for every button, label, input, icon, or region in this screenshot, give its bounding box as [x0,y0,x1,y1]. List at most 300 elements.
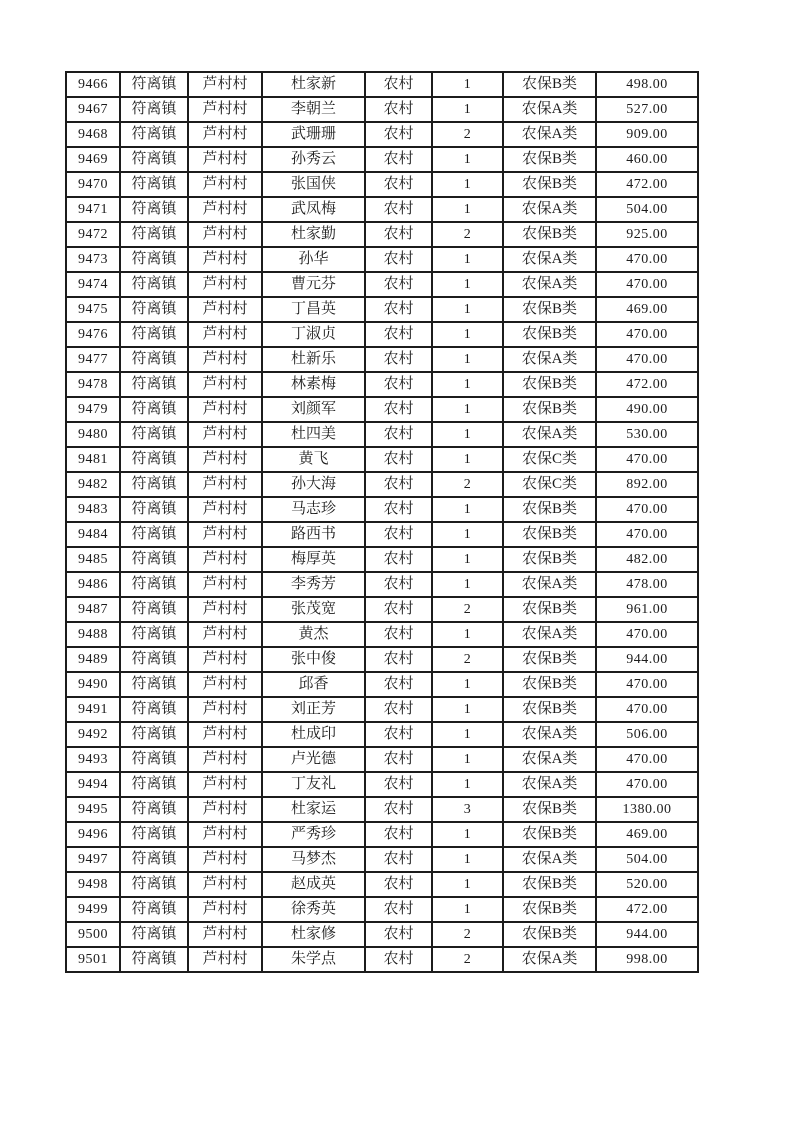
cell-id: 9471 [66,197,120,222]
cell-area_type: 农村 [365,897,432,922]
cell-count: 1 [432,372,503,397]
cell-id: 9487 [66,597,120,622]
cell-town: 符离镇 [120,147,188,172]
cell-person_name: 武珊珊 [262,122,365,147]
cell-insurance_type: 农保B类 [503,897,596,922]
cell-area_type: 农村 [365,172,432,197]
cell-village: 芦村村 [188,297,262,322]
cell-town: 符离镇 [120,497,188,522]
table-row [66,647,698,672]
records-table-body [66,72,698,972]
cell-village: 芦村村 [188,272,262,297]
cell-town: 符离镇 [120,797,188,822]
cell-person_name: 黄飞 [262,447,365,472]
cell-village: 芦村村 [188,747,262,772]
cell-amount: 469.00 [596,822,698,847]
cell-insurance_type: 农保B类 [503,497,596,522]
cell-area_type: 农村 [365,872,432,897]
cell-area_type: 农村 [365,597,432,622]
cell-town: 符离镇 [120,97,188,122]
cell-insurance_type: 农保B类 [503,72,596,97]
cell-area_type: 农村 [365,647,432,672]
cell-count: 1 [432,247,503,272]
cell-area_type: 农村 [365,947,432,972]
cell-person_name: 马梦杰 [262,847,365,872]
cell-amount: 506.00 [596,722,698,747]
cell-amount: 472.00 [596,172,698,197]
cell-count: 1 [432,397,503,422]
cell-id: 9492 [66,722,120,747]
cell-village: 芦村村 [188,672,262,697]
cell-area_type: 农村 [365,72,432,97]
table-row [66,872,698,897]
cell-insurance_type: 农保B类 [503,147,596,172]
cell-id: 9495 [66,797,120,822]
cell-id: 9473 [66,247,120,272]
cell-town: 符离镇 [120,247,188,272]
cell-town: 符离镇 [120,572,188,597]
cell-person_name: 徐秀英 [262,897,365,922]
cell-area_type: 农村 [365,622,432,647]
cell-id: 9468 [66,122,120,147]
cell-village: 芦村村 [188,172,262,197]
cell-amount: 470.00 [596,772,698,797]
cell-insurance_type: 农保B类 [503,372,596,397]
cell-village: 芦村村 [188,422,262,447]
table-row [66,272,698,297]
cell-amount: 944.00 [596,647,698,672]
cell-id: 9489 [66,647,120,672]
cell-area_type: 农村 [365,422,432,447]
cell-amount: 470.00 [596,497,698,522]
cell-amount: 470.00 [596,522,698,547]
table-row [66,72,698,97]
cell-town: 符离镇 [120,897,188,922]
table-row [66,747,698,772]
cell-count: 2 [432,947,503,972]
cell-village: 芦村村 [188,122,262,147]
cell-person_name: 朱学点 [262,947,365,972]
cell-person_name: 丁友礼 [262,772,365,797]
cell-insurance_type: 农保B类 [503,922,596,947]
cell-insurance_type: 农保A类 [503,122,596,147]
cell-count: 1 [432,447,503,472]
cell-village: 芦村村 [188,847,262,872]
cell-town: 符离镇 [120,222,188,247]
cell-amount: 998.00 [596,947,698,972]
cell-town: 符离镇 [120,422,188,447]
cell-area_type: 农村 [365,447,432,472]
cell-village: 芦村村 [188,197,262,222]
cell-area_type: 农村 [365,772,432,797]
cell-amount: 472.00 [596,897,698,922]
cell-id: 9488 [66,622,120,647]
cell-count: 1 [432,147,503,172]
cell-id: 9466 [66,72,120,97]
cell-village: 芦村村 [188,872,262,897]
cell-id: 9484 [66,522,120,547]
cell-id: 9500 [66,922,120,947]
cell-person_name: 孙秀云 [262,147,365,172]
cell-id: 9499 [66,897,120,922]
cell-id: 9491 [66,697,120,722]
cell-person_name: 卢光德 [262,747,365,772]
records-table [65,71,699,973]
table-row [66,772,698,797]
cell-amount: 470.00 [596,672,698,697]
cell-village: 芦村村 [188,622,262,647]
cell-amount: 1380.00 [596,797,698,822]
cell-insurance_type: 农保A类 [503,422,596,447]
cell-area_type: 农村 [365,297,432,322]
cell-id: 9486 [66,572,120,597]
cell-count: 1 [432,422,503,447]
cell-count: 2 [432,922,503,947]
cell-person_name: 杜家运 [262,797,365,822]
cell-person_name: 黄杰 [262,622,365,647]
cell-id: 9494 [66,772,120,797]
cell-count: 1 [432,672,503,697]
cell-area_type: 农村 [365,272,432,297]
cell-amount: 530.00 [596,422,698,447]
cell-insurance_type: 农保B类 [503,697,596,722]
cell-id: 9493 [66,747,120,772]
cell-amount: 470.00 [596,322,698,347]
cell-count: 1 [432,97,503,122]
table-row [66,597,698,622]
cell-area_type: 农村 [365,572,432,597]
cell-id: 9476 [66,322,120,347]
cell-insurance_type: 农保B类 [503,222,596,247]
cell-insurance_type: 农保B类 [503,322,596,347]
cell-count: 2 [432,122,503,147]
table-row [66,447,698,472]
cell-id: 9498 [66,872,120,897]
cell-id: 9479 [66,397,120,422]
cell-town: 符离镇 [120,922,188,947]
cell-count: 2 [432,472,503,497]
cell-person_name: 张国侠 [262,172,365,197]
cell-area_type: 农村 [365,697,432,722]
table-row [66,897,698,922]
cell-insurance_type: 农保A类 [503,847,596,872]
cell-insurance_type: 农保A类 [503,197,596,222]
cell-id: 9482 [66,472,120,497]
cell-id: 9497 [66,847,120,872]
cell-village: 芦村村 [188,647,262,672]
cell-area_type: 农村 [365,472,432,497]
cell-amount: 909.00 [596,122,698,147]
cell-person_name: 杜家勤 [262,222,365,247]
cell-area_type: 农村 [365,147,432,172]
cell-count: 1 [432,622,503,647]
cell-insurance_type: 农保B类 [503,797,596,822]
cell-person_name: 马志珍 [262,497,365,522]
cell-town: 符离镇 [120,72,188,97]
cell-person_name: 严秀珍 [262,822,365,847]
cell-id: 9478 [66,372,120,397]
table-row [66,497,698,522]
cell-count: 1 [432,322,503,347]
cell-person_name: 杜成印 [262,722,365,747]
cell-id: 9481 [66,447,120,472]
cell-village: 芦村村 [188,72,262,97]
table-row [66,122,698,147]
cell-village: 芦村村 [188,97,262,122]
table-row [66,547,698,572]
cell-village: 芦村村 [188,697,262,722]
cell-insurance_type: 农保B类 [503,672,596,697]
cell-village: 芦村村 [188,147,262,172]
cell-town: 符离镇 [120,122,188,147]
cell-area_type: 农村 [365,397,432,422]
cell-insurance_type: 农保A类 [503,947,596,972]
cell-town: 符离镇 [120,472,188,497]
cell-village: 芦村村 [188,947,262,972]
cell-count: 2 [432,647,503,672]
cell-town: 符离镇 [120,722,188,747]
cell-town: 符离镇 [120,647,188,672]
cell-area_type: 农村 [365,747,432,772]
cell-person_name: 李秀芳 [262,572,365,597]
cell-count: 1 [432,897,503,922]
cell-person_name: 邱香 [262,672,365,697]
cell-person_name: 刘颜军 [262,397,365,422]
cell-area_type: 农村 [365,347,432,372]
cell-town: 符离镇 [120,272,188,297]
cell-count: 1 [432,497,503,522]
cell-area_type: 农村 [365,322,432,347]
cell-id: 9483 [66,497,120,522]
table-row [66,522,698,547]
table-row [66,672,698,697]
cell-insurance_type: 农保A类 [503,622,596,647]
cell-count: 1 [432,572,503,597]
cell-amount: 472.00 [596,372,698,397]
cell-insurance_type: 农保B类 [503,647,596,672]
cell-area_type: 农村 [365,372,432,397]
cell-amount: 925.00 [596,222,698,247]
table-row [66,397,698,422]
cell-count: 1 [432,747,503,772]
cell-amount: 470.00 [596,622,698,647]
cell-count: 1 [432,522,503,547]
cell-id: 9467 [66,97,120,122]
cell-count: 1 [432,197,503,222]
cell-insurance_type: 农保A类 [503,97,596,122]
cell-insurance_type: 农保B类 [503,297,596,322]
table-row [66,147,698,172]
cell-count: 2 [432,222,503,247]
table-row [66,322,698,347]
cell-town: 符离镇 [120,522,188,547]
cell-village: 芦村村 [188,222,262,247]
cell-person_name: 武凤梅 [262,197,365,222]
cell-area_type: 农村 [365,122,432,147]
cell-area_type: 农村 [365,222,432,247]
cell-insurance_type: 农保B类 [503,597,596,622]
cell-village: 芦村村 [188,797,262,822]
cell-id: 9475 [66,297,120,322]
table-row [66,797,698,822]
cell-insurance_type: 农保B类 [503,397,596,422]
cell-amount: 478.00 [596,572,698,597]
cell-id: 9474 [66,272,120,297]
cell-id: 9490 [66,672,120,697]
cell-town: 符离镇 [120,947,188,972]
cell-town: 符离镇 [120,172,188,197]
cell-person_name: 李朝兰 [262,97,365,122]
cell-count: 1 [432,772,503,797]
cell-count: 1 [432,272,503,297]
cell-area_type: 农村 [365,547,432,572]
table-row [66,347,698,372]
cell-village: 芦村村 [188,247,262,272]
cell-amount: 470.00 [596,697,698,722]
cell-area_type: 农村 [365,97,432,122]
cell-village: 芦村村 [188,447,262,472]
cell-village: 芦村村 [188,522,262,547]
cell-id: 9469 [66,147,120,172]
cell-count: 1 [432,547,503,572]
table-row [66,822,698,847]
cell-count: 1 [432,297,503,322]
table-row [66,572,698,597]
table-row [66,472,698,497]
cell-person_name: 曹元芬 [262,272,365,297]
cell-town: 符离镇 [120,197,188,222]
cell-amount: 469.00 [596,297,698,322]
table-row [66,172,698,197]
cell-amount: 961.00 [596,597,698,622]
cell-insurance_type: 农保A类 [503,572,596,597]
cell-town: 符离镇 [120,297,188,322]
cell-amount: 470.00 [596,247,698,272]
cell-insurance_type: 农保B类 [503,547,596,572]
cell-person_name: 杜家新 [262,72,365,97]
cell-person_name: 林素梅 [262,372,365,397]
cell-town: 符离镇 [120,847,188,872]
cell-area_type: 农村 [365,672,432,697]
cell-town: 符离镇 [120,697,188,722]
cell-amount: 470.00 [596,347,698,372]
cell-id: 9501 [66,947,120,972]
cell-town: 符离镇 [120,772,188,797]
cell-person_name: 丁淑贞 [262,322,365,347]
cell-person_name: 丁昌英 [262,297,365,322]
cell-person_name: 路西书 [262,522,365,547]
table-row [66,222,698,247]
cell-count: 1 [432,697,503,722]
cell-village: 芦村村 [188,922,262,947]
cell-town: 符离镇 [120,622,188,647]
cell-insurance_type: 农保B类 [503,172,596,197]
cell-count: 1 [432,847,503,872]
table-row [66,697,698,722]
cell-area_type: 农村 [365,522,432,547]
cell-village: 芦村村 [188,722,262,747]
cell-area_type: 农村 [365,722,432,747]
cell-amount: 504.00 [596,197,698,222]
cell-town: 符离镇 [120,547,188,572]
cell-town: 符离镇 [120,872,188,897]
table-row [66,247,698,272]
cell-person_name: 孙大海 [262,472,365,497]
cell-id: 9496 [66,822,120,847]
cell-person_name: 杜家修 [262,922,365,947]
cell-count: 2 [432,597,503,622]
cell-id: 9470 [66,172,120,197]
table-row [66,847,698,872]
cell-person_name: 杜四美 [262,422,365,447]
cell-id: 9485 [66,547,120,572]
cell-count: 1 [432,72,503,97]
cell-amount: 504.00 [596,847,698,872]
cell-insurance_type: 农保A类 [503,747,596,772]
cell-person_name: 孙华 [262,247,365,272]
cell-town: 符离镇 [120,397,188,422]
cell-insurance_type: 农保A类 [503,722,596,747]
cell-village: 芦村村 [188,472,262,497]
table-row [66,722,698,747]
cell-area_type: 农村 [365,822,432,847]
cell-insurance_type: 农保A类 [503,272,596,297]
cell-amount: 498.00 [596,72,698,97]
cell-person_name: 赵成英 [262,872,365,897]
table-row [66,622,698,647]
cell-village: 芦村村 [188,822,262,847]
cell-amount: 520.00 [596,872,698,897]
cell-insurance_type: 农保B类 [503,822,596,847]
cell-insurance_type: 农保A类 [503,347,596,372]
cell-village: 芦村村 [188,547,262,572]
cell-village: 芦村村 [188,897,262,922]
cell-id: 9472 [66,222,120,247]
cell-amount: 460.00 [596,147,698,172]
cell-amount: 470.00 [596,272,698,297]
cell-id: 9480 [66,422,120,447]
cell-area_type: 农村 [365,847,432,872]
cell-id: 9477 [66,347,120,372]
cell-town: 符离镇 [120,747,188,772]
table-row [66,947,698,972]
cell-town: 符离镇 [120,672,188,697]
cell-village: 芦村村 [188,772,262,797]
cell-area_type: 农村 [365,797,432,822]
table-row [66,97,698,122]
cell-village: 芦村村 [188,322,262,347]
cell-town: 符离镇 [120,347,188,372]
cell-count: 1 [432,822,503,847]
cell-amount: 892.00 [596,472,698,497]
cell-count: 1 [432,347,503,372]
table-row [66,372,698,397]
cell-count: 1 [432,872,503,897]
cell-amount: 470.00 [596,447,698,472]
cell-person_name: 梅厚英 [262,547,365,572]
cell-area_type: 农村 [365,922,432,947]
cell-town: 符离镇 [120,447,188,472]
cell-amount: 482.00 [596,547,698,572]
cell-count: 1 [432,172,503,197]
cell-town: 符离镇 [120,322,188,347]
cell-insurance_type: 农保B类 [503,872,596,897]
cell-village: 芦村村 [188,397,262,422]
cell-person_name: 张茂宽 [262,597,365,622]
cell-village: 芦村村 [188,372,262,397]
cell-person_name: 杜新乐 [262,347,365,372]
cell-insurance_type: 农保B类 [503,522,596,547]
